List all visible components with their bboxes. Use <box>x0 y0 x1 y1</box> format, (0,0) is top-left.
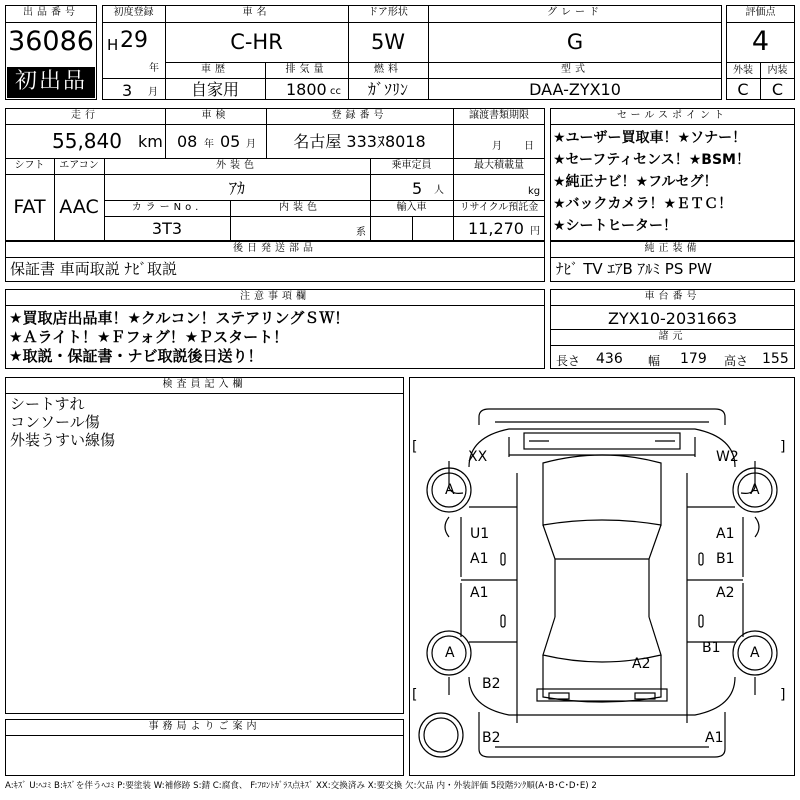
plate-label: 登録番号 <box>331 110 388 121</box>
damage-bumper-left: B2 <box>482 730 501 746</box>
mileage-label: 走行 <box>71 110 99 121</box>
first-reg-label: 初度登録 <box>113 7 154 18</box>
score: 4 <box>751 26 770 57</box>
recycle-amount: 11,270 <box>468 219 524 238</box>
inspector-line: 外装うすい線傷 <box>10 431 116 449</box>
mileage-unit: km <box>138 132 163 151</box>
bracket-right: ] <box>780 439 786 455</box>
displacement-unit: cc <box>330 86 341 97</box>
interior-color-label: 内装色 <box>279 202 321 213</box>
int-label: 内装 <box>767 65 788 76</box>
month-unit: 月 <box>148 87 158 98</box>
lot-number: 36086 <box>8 26 94 57</box>
inspection-month-unit: 月 <box>246 139 256 150</box>
color-no-label: カラーNo. <box>131 202 203 213</box>
sales-point-line: ★バックカメラ！★ＥＴＣ！ <box>553 196 733 212</box>
damage-left-front-door-bottom: A1 <box>470 551 489 567</box>
displacement: 1800 <box>286 80 327 99</box>
load-unit: kg <box>528 186 541 197</box>
inspector-line: コンソール傷 <box>10 413 100 431</box>
width: 179 <box>680 351 707 367</box>
transfer-label: 譲渡書類期限 <box>469 110 529 121</box>
bracket-left: [ <box>412 687 418 703</box>
lot-number-label: 出品番号 <box>23 7 79 18</box>
damage-rear-left: B2 <box>482 676 501 692</box>
first-listing-badge: 初出品 <box>7 67 95 98</box>
capacity-unit: 人 <box>434 185 444 196</box>
damage-right-front-door-top: A1 <box>716 526 735 542</box>
inspector-label: 検査員記入欄 <box>162 379 247 390</box>
sales-point-line: ★ユーザー買取車！★ソナー！ <box>553 130 747 146</box>
sales-point-line: ★純正ナビ！★フルセグ！ <box>553 174 718 190</box>
height: 155 <box>762 351 789 367</box>
import-label: 輸入車 <box>396 202 427 213</box>
car-name-label: 車名 <box>242 7 271 18</box>
inspector-line: シートすれ <box>10 395 85 413</box>
tire-mark: A <box>750 645 760 661</box>
ext-label: 外装 <box>733 65 753 76</box>
note-line: ★取説・保証書・ナビ取説後日送り！ <box>9 347 263 365</box>
damage-front-left: XX <box>468 449 488 465</box>
color-no: 3T3 <box>151 219 183 238</box>
capacity: 5 <box>412 179 423 198</box>
note-line: ★買取店出品車！★クルコン！ステアリングＳＷ！ <box>9 309 350 327</box>
equipment-label: 純正装備 <box>644 243 701 254</box>
model-label: 型式 <box>561 64 589 75</box>
door-type: 5W <box>370 30 406 54</box>
notes-label: 注意事項欄 <box>240 291 310 302</box>
sales-points-label: セールスポイント <box>616 110 729 121</box>
reg-month: 3 <box>122 81 133 100</box>
damage-right-front-door-bottom: B1 <box>716 551 735 567</box>
width-label: 幅 <box>648 354 661 368</box>
recycle-label: リサイクル預託金 <box>459 202 539 213</box>
tire-mark: A <box>445 645 455 661</box>
aircon: AAC <box>59 196 99 218</box>
office-label: 事務局よりご案内 <box>148 721 261 732</box>
color-label: 外装色 <box>216 160 258 171</box>
damage-right-rear-door: A2 <box>716 585 735 601</box>
inspection-year-unit: 年 <box>204 139 214 150</box>
chassis-number: ZYX10-2031663 <box>607 309 738 328</box>
history-label: 車歴 <box>201 64 229 75</box>
height-label: 高さ <box>724 354 749 368</box>
chassis-label: 車台番号 <box>644 291 701 302</box>
era: H <box>107 36 119 54</box>
mileage: 55,840 <box>52 129 122 153</box>
transfer-day-unit: 日 <box>524 141 534 152</box>
tire-mark: A <box>445 482 455 498</box>
aircon-label: エアコン <box>59 160 99 171</box>
load-label: 最大積載量 <box>474 160 524 171</box>
model-code: DAA-ZYX10 <box>529 80 621 99</box>
legend: A:ｷｽﾞ U:ﾍｺﾐ B:ｷｽﾞを伴うﾍｺﾐ P:要塗装 W:補修跡 S:錆 C:腐食、 F:ﾌﾛﾝﾄｶﾞﾗｽ点ｷｽﾞ XX:交換済み X:要交換 欠:欠品 内・外装評価 5段階ﾗﾝｸ順(A･B･C･D･E) 2 <box>5 781 597 791</box>
damage-front-right: W2 <box>716 449 739 465</box>
damage-roof-rear: A2 <box>632 656 651 672</box>
dims-label: 諸元 <box>658 331 687 342</box>
later-parts-label: 後日発送部品 <box>233 243 317 254</box>
int-score: C <box>771 80 784 99</box>
displacement-label: 排気量 <box>285 64 328 75</box>
length: 436 <box>596 351 623 367</box>
shift: FAT <box>13 196 46 218</box>
damage-left-front-door-top: U1 <box>470 526 490 542</box>
tire-mark: A <box>750 482 760 498</box>
ext-score: C <box>737 80 749 99</box>
fuel-label: 燃料 <box>374 64 402 75</box>
damage-bumper-right: A1 <box>705 730 724 746</box>
plate-number: 名古屋 333ﾇ8018 <box>293 132 426 151</box>
history: 自家用 <box>190 80 239 99</box>
transfer-month-unit: 月 <box>492 141 502 152</box>
car-name: C-HR <box>230 30 283 54</box>
inspection-month: 05 <box>220 132 241 151</box>
exterior-color: ｱｶ <box>228 179 245 198</box>
length-label: 長さ <box>556 354 581 368</box>
later-parts: 保証書 車両取説 ﾅﾋﾞ取説 <box>10 260 178 278</box>
car-diagram <box>409 377 795 776</box>
grade-label: グレード <box>547 7 603 18</box>
score-label: 評価点 <box>745 7 776 18</box>
grade: G <box>566 30 584 54</box>
fuel: ｶﾞｿﾘﾝ <box>367 80 408 99</box>
shift-label: シフト <box>14 160 45 171</box>
door-label: ドア形状 <box>368 7 408 18</box>
capacity-label: 乗車定員 <box>391 160 432 171</box>
equipment: ﾅﾋﾞ TV ｴｱB ｱﾙﾐ PS PW <box>556 260 712 278</box>
damage-left-rear-door: A1 <box>470 585 489 601</box>
interior-color-unit: 系 <box>356 227 366 238</box>
damage-rear-quarter-right: B1 <box>702 640 721 656</box>
year-unit: 年 <box>149 63 159 74</box>
sales-point-line: ★セーフティセンス！★BSM！ <box>553 152 750 168</box>
inspection-year: 08 <box>177 132 198 151</box>
bracket-left: [ <box>412 439 418 455</box>
bracket-right: ] <box>780 687 786 703</box>
recycle-unit: 円 <box>530 226 540 237</box>
inspection-label: 車検 <box>201 110 230 121</box>
sales-point-line: ★シートヒーター！ <box>553 218 677 234</box>
reg-year: 29 <box>120 28 148 53</box>
note-line: ★Ａライト！★Ｆフォグ！★Ｐスタート！ <box>9 328 289 346</box>
